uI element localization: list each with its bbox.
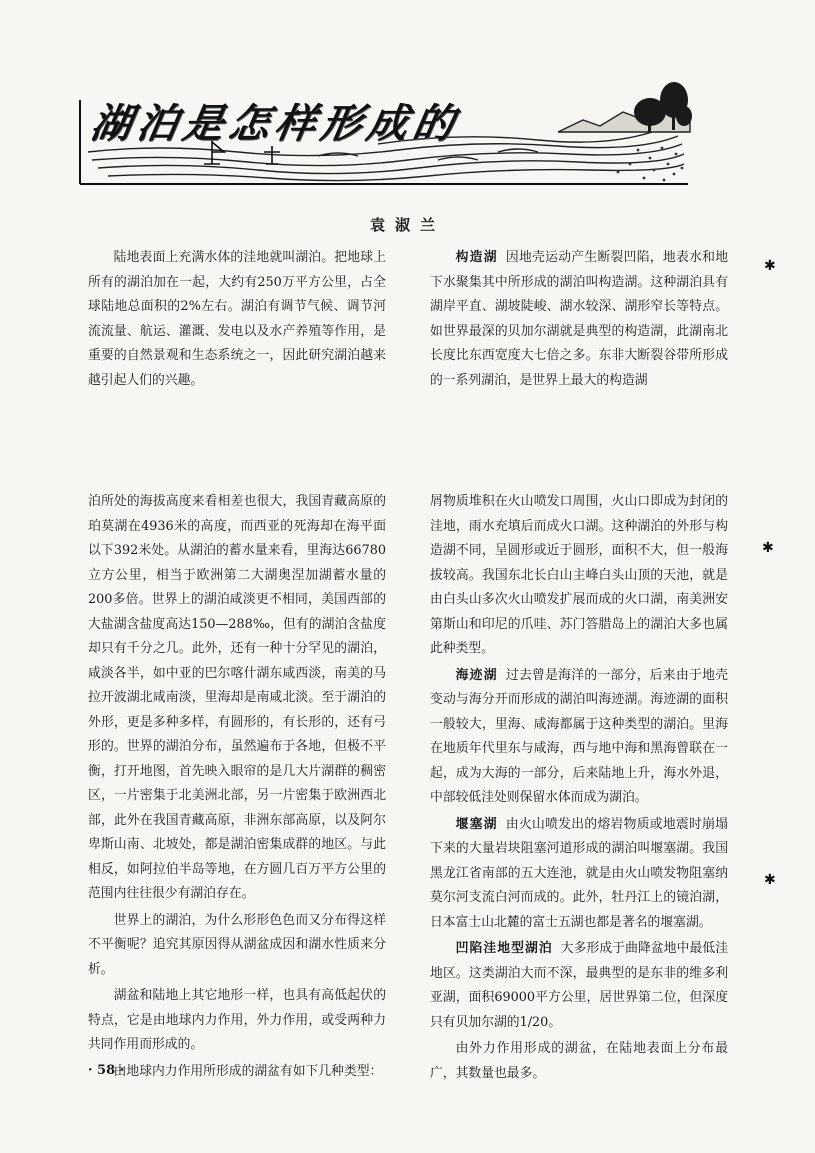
- tectonic-lake-heading: 构造湖: [455, 250, 498, 265]
- article-author: 袁淑兰: [369, 216, 445, 234]
- binding-hole-mark-bottom: ✱: [764, 872, 776, 888]
- barrier-lake-paragraph: [430, 813, 728, 936]
- binding-hole-mark-top: ✱: [764, 258, 776, 274]
- external-force-text: 由外力作用形成的湖盆，在陆地表面上分布最广，其数量也最多。: [430, 1041, 728, 1081]
- depression-lake-paragraph: [430, 937, 728, 1035]
- body-column-left: [88, 490, 386, 1084]
- body-column-right: [430, 490, 728, 1086]
- relict-lake-heading: 海迹湖: [455, 667, 498, 683]
- intro-paragraph: 陆地表面上充满水体的洼地就叫湖泊。把地球上所有的湖泊加在一起，大约有250万平方公里，占全球陆地总面积的2%左右。湖泊有调节气候、调节河流流量、航运、灌溉、发电以及水产养殖等作用，是重要的自然景观和生态系统之一，因此研究湖泊越来越引起人们的兴趣。: [88, 250, 386, 388]
- internal-force-types-paragraph: 由地球内力作用所形成的湖盆有如下几种类型：: [113, 1063, 383, 1079]
- barrier-lake-heading: 堰塞湖: [455, 816, 498, 832]
- relict-lake-text: 过去曾是海洋的一部分，后来由于地壳变动与海分开而形成的湖泊叫海迹湖。海迹湖的面积一般较大，里海、咸海都属于这种类型的湖泊。里海在地质年代里东与咸海，西与地中海和黑海曾联在一起，成为大海的一部分，后来陆地上升，海水外退，中部较低洼处则保留水体而成为湖泊。: [430, 667, 729, 805]
- tectonic-lake-text: 因地壳运动产生断裂凹陷，地表水和地下水聚集其中所形成的湖泊叫构造湖。这种湖泊具有湖岸平直、湖坡陡峻、湖水较深、湖形窄长等特点。如世界最深的贝加尔湖就是典型的构造湖，此湖南北长度比东西宽度大七倍之多。东非大断裂谷带所形成的一系列湖泊，是世界上最大的构造湖: [430, 250, 729, 388]
- external-force-paragraph: [430, 1037, 728, 1086]
- relict-lake-paragraph: [430, 664, 728, 811]
- article-title: 湖泊是怎样形成的: [87, 101, 464, 147]
- binding-hole-mark-middle: ✱: [762, 540, 774, 556]
- barrier-lake-text: 由火山喷发出的熔岩物质或地震时崩塌下来的大量岩块阻塞河道形成的湖泊叫堰塞湖。我国黑龙江省南部的五大连池，就是由火山喷发物阻塞纳莫尔河支流白河而成的。此外，牡丹江上的镜泊湖，日本富士山北麓的富士五湖也都是著名的堰塞湖。: [430, 816, 729, 930]
- basin-formation-paragraph: 湖盆和陆地上其它地形一样，也具有高低起伏的特点，它是由地球内力作用，外力作用，或受两种力共同作用而形成的。: [88, 988, 386, 1052]
- intro-column-right: [430, 246, 729, 388]
- page-number: · 58 ·: [88, 1063, 125, 1078]
- crater-lake-paragraph: [430, 490, 728, 662]
- tectonic-lake-paragraph: [430, 246, 728, 393]
- depression-lake-text: 大多形成于曲降盆地中最低洼地区。这类湖泊大而不深，最典型的是东非的维多利亚湖，面积69000平方公里，居世界第二位，但深度只有贝加尔湖的1/20。: [430, 941, 729, 1030]
- intro-column-left: [88, 246, 386, 388]
- uneven-distribution-paragraph: 世界上的湖泊，为什么形形色色而又分布得这样不平衡呢？追究其原因得从湖盆成因和湖水性质来分析。: [88, 912, 386, 977]
- depression-lake-heading: 凹陷洼地型湖泊: [455, 941, 553, 956]
- lake-diversity-paragraph: 泊所处的海拔高度来看相差也很大，我国青藏高原的珀莫湖在4936米的高度，而西亚的死海却在海平面以下392米处。从湖泊的蓄水量来看，里海达66780立方公里，相当于欧洲第二大湖奥涅加湖蓄水量的200多倍。世界上的湖泊咸淡更不相同，美国西部的大盐湖含盐度高达150—288‰，但有的湖泊含盐度却只有千分之几。此外，还有一种十分罕见的湖泊，咸淡各半，如中亚的巴尔喀什湖东咸西淡，南美的马拉开波湖北咸南淡，里海却是南咸北淡。至于湖泊的外形，更是多种多样，有圆形的，有长形的，还有弓形的。世界的湖泊分布，虽然遍布于各地，但极不平衡，打开地图，首先映入眼帘的是几大片湖群的稠密区，一片密集于北美洲北部，另一片密集于欧洲西北部，此外在我国青藏高原，非洲东部高原，以及阿尔卑斯山南、北坡处，都是湖泊密集成群的地区。与此相反，如阿拉伯半岛等地，在方圆几百万平方公里的范围内往往很少有湖泊存在。: [88, 494, 386, 901]
- crater-lake-text: 屑物质堆积在火山喷发口周围，火山口即成为封闭的洼地，雨水充填后而成火口湖。这种湖泊的外形与构造湖不同，呈圆形或近于圆形，面积不大，但一般海拔较高。我国东北长白山主峰白头山顶的天池，就是由白头山多次火山喷发扩展而成的火口湖，南美洲安第斯山和印尼的爪哇、苏门答腊岛上的湖泊大多也属此种类型。: [430, 494, 728, 656]
